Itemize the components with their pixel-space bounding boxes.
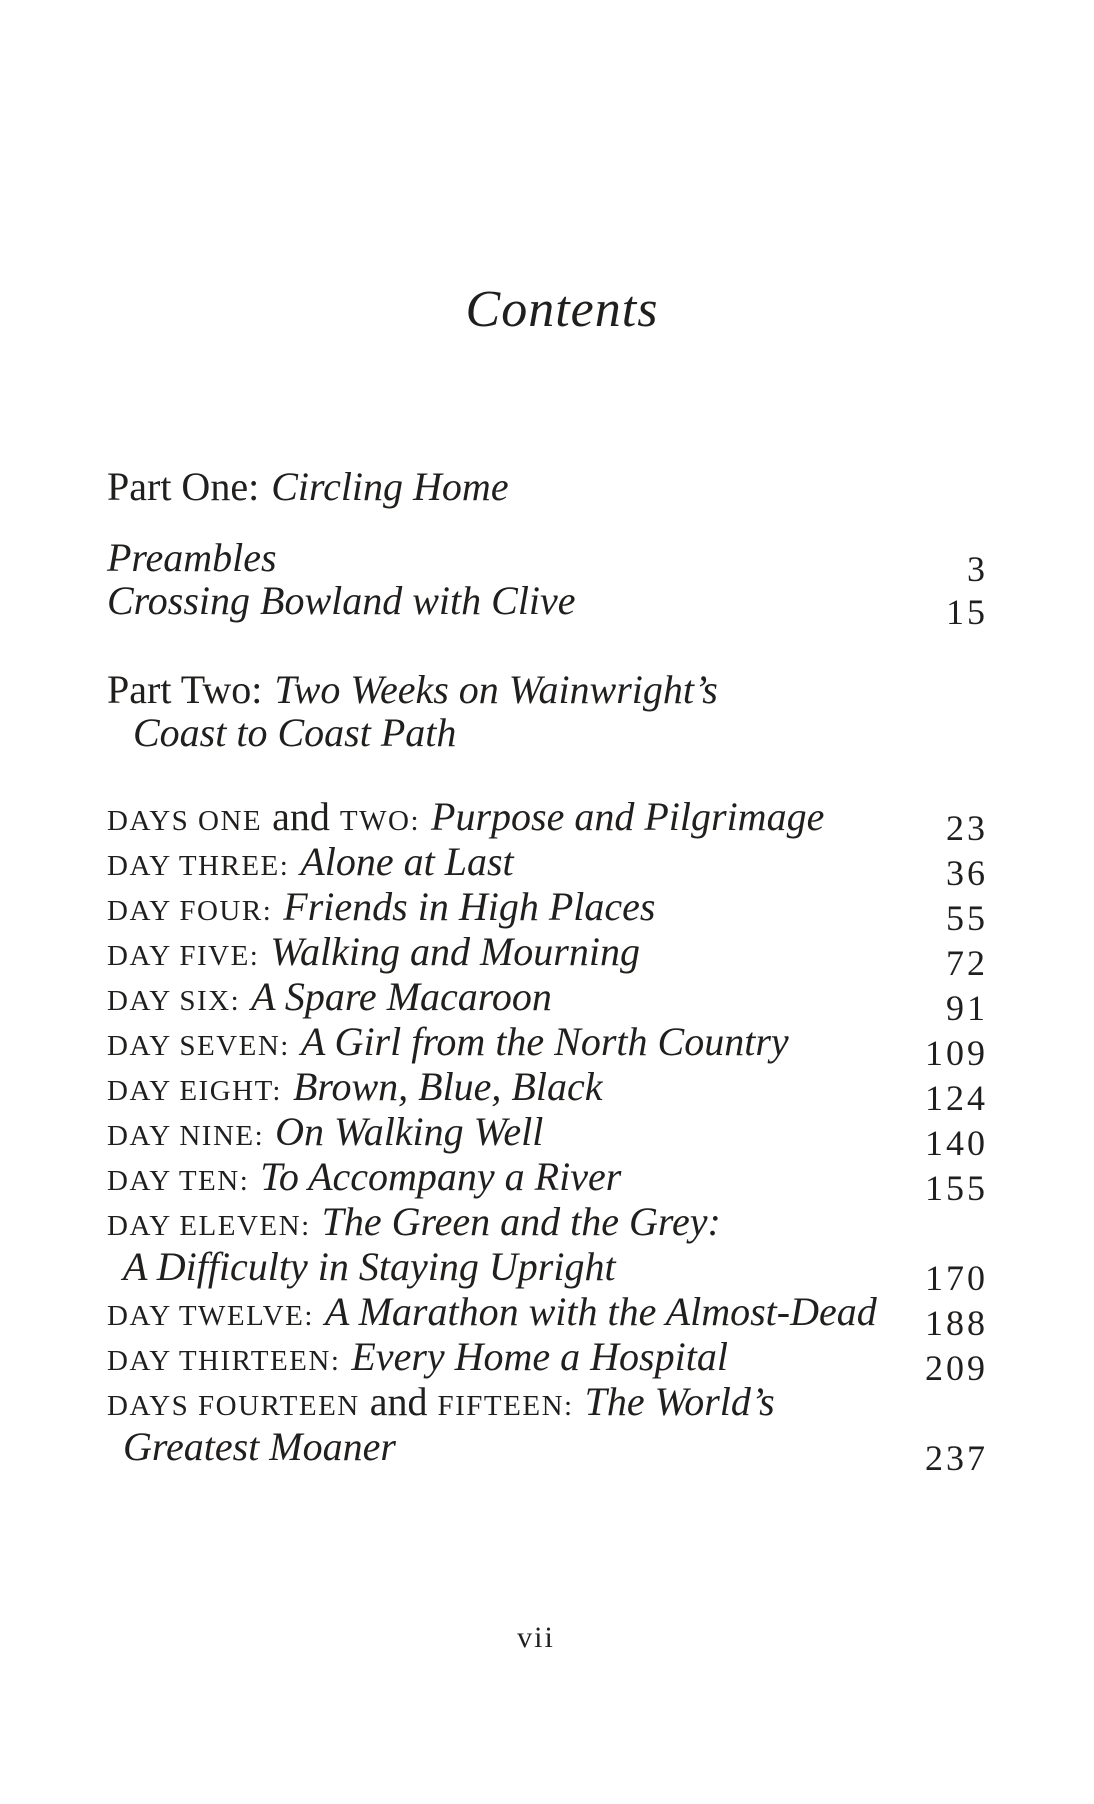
chapter-day-label: DAY FOUR: [107, 895, 273, 927]
page-number: 91 [946, 988, 988, 1028]
part-one-label: Part One: [107, 464, 260, 509]
page-number: 36 [946, 853, 988, 893]
folio-page-number: vii [517, 1621, 555, 1654]
chapter-entry [107, 974, 988, 1028]
page-number: 170 [925, 1258, 988, 1298]
chapter-title: A Spare Macaroon [251, 974, 552, 1019]
chapter-entry [107, 1199, 985, 1244]
chapter-title: On Walking Well [275, 1109, 544, 1154]
page-number: 124 [925, 1078, 988, 1118]
entry-title: Crossing Bowland with Clive [107, 578, 576, 623]
chapter-title: Every Home a Hospital [351, 1334, 728, 1379]
chapter-day-label: DAY SEVEN: [107, 1030, 290, 1062]
chapter-entry [107, 929, 988, 983]
part-one-entries [107, 535, 988, 632]
chapter-entry [107, 1379, 985, 1424]
chapter-title: The Green and the Grey: [321, 1199, 721, 1244]
chapter-day-label: DAY FIVE: [107, 940, 260, 972]
page-number: 109 [925, 1033, 988, 1073]
chapter-day-label: DAY THIRTEEN: [107, 1345, 341, 1377]
part-one-title: Circling Home [271, 464, 509, 509]
page-number: 72 [946, 943, 988, 983]
chapter-entry [107, 884, 988, 938]
chapter-entry [107, 839, 988, 893]
chapter-entry [107, 1064, 988, 1118]
chapter-day-label: TWO: [339, 805, 421, 837]
chapter-day-label: DAY NINE: [107, 1120, 265, 1152]
chapter-day-label: DAY THREE: [107, 850, 290, 882]
chapter-list [107, 794, 988, 1478]
chapter-title: To Accompany a River [260, 1154, 622, 1199]
chapter-conjunction: and [272, 794, 330, 839]
part-two-heading-line1 [107, 668, 985, 711]
chapter-title: Walking and Mourning [270, 929, 640, 974]
chapter-title: A Girl from the North Country [300, 1019, 789, 1064]
part-two-title-line2: Coast to Coast Path [133, 710, 457, 755]
chapter-day-label: DAY SIX: [107, 985, 241, 1017]
page-number: 155 [925, 1168, 988, 1208]
page-number: 3 [967, 549, 988, 589]
chapter-title-line2: A Difficulty in Staying Upright [123, 1244, 616, 1289]
chapter-entry [107, 1334, 988, 1388]
chapter-entry [107, 794, 988, 848]
chapter-day-label: DAY ELEVEN: [107, 1210, 311, 1242]
part-one-heading [107, 465, 985, 508]
chapter-title: Purpose and Pilgrimage [431, 794, 825, 839]
chapter-title: Friends in High Places [283, 884, 656, 929]
chapter-entry [107, 1154, 988, 1208]
part-two-heading [107, 668, 985, 754]
chapter-entry [107, 1289, 988, 1343]
part-two-title-line1: Two Weeks on Wainwright’s [274, 667, 718, 712]
chapter-day-label: DAYS ONE [107, 805, 263, 837]
chapter-entry [107, 1109, 988, 1163]
chapter-title: A Marathon with the Almost-Dead [324, 1289, 877, 1334]
toc-entry [107, 535, 988, 589]
chapter-title: Brown, Blue, Black [292, 1064, 603, 1109]
page-number: 23 [946, 808, 988, 848]
page-number: 15 [946, 592, 988, 632]
chapter-title-wrap [107, 1424, 988, 1478]
chapter-day-label: FIFTEEN: [437, 1390, 574, 1422]
part-two-label: Part Two: [107, 667, 263, 712]
contents-title: Contents [465, 281, 659, 338]
chapter-entry [107, 1019, 988, 1073]
chapter-day-label: DAYS FOURTEEN [107, 1390, 360, 1422]
chapter-day-label: DAY TWELVE: [107, 1300, 314, 1332]
chapter-day-label: DAY TEN: [107, 1165, 250, 1197]
page-number: 188 [925, 1303, 988, 1343]
entry-title: Preambles [107, 535, 277, 580]
page-number: 140 [925, 1123, 988, 1163]
chapter-conjunction: and [369, 1379, 428, 1424]
page-number: 237 [925, 1438, 988, 1478]
toc-entry [107, 578, 988, 632]
chapter-day-label: DAY EIGHT: [107, 1075, 282, 1107]
chapter-title-wrap [107, 1244, 988, 1298]
page-number: 55 [946, 898, 988, 938]
chapter-title: Alone at Last [300, 839, 514, 884]
page-number: 209 [925, 1348, 988, 1388]
chapter-title: The World’s [584, 1379, 775, 1424]
chapter-title-line2: Greatest Moaner [123, 1424, 396, 1469]
